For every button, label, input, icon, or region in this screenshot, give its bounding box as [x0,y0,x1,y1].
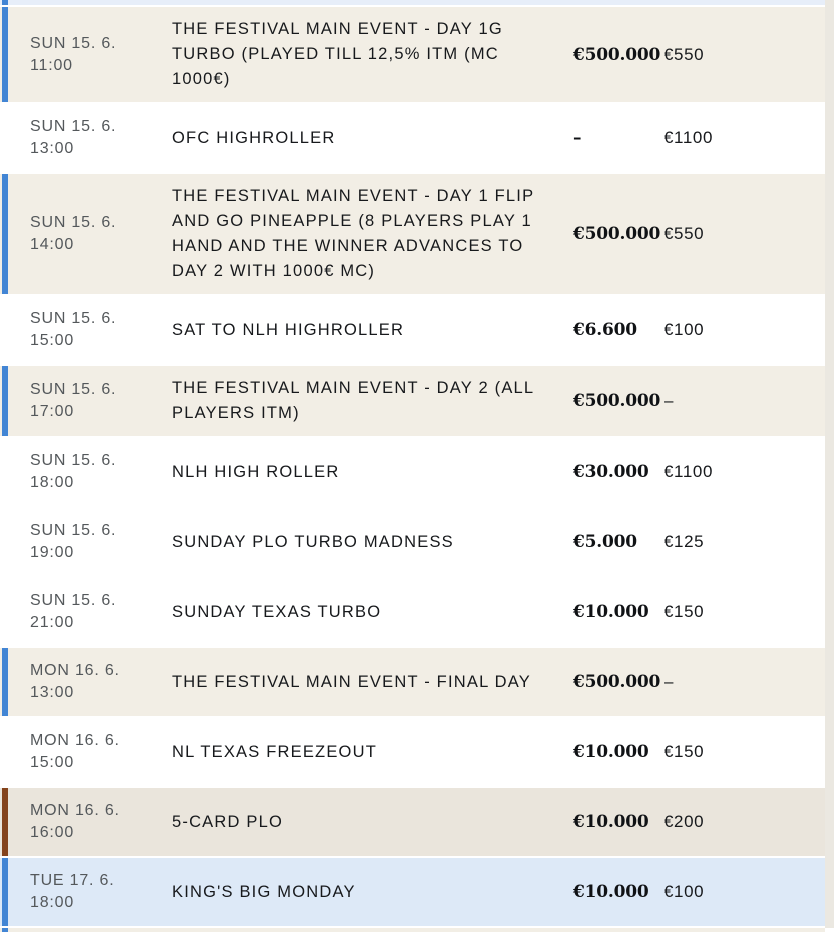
row-accent-stripe [2,858,8,926]
previous-row-edge [0,0,825,5]
event-buyin: – [664,672,675,691]
event-guarantee: €500.000 [573,44,661,65]
event-time: 18:00 [30,894,75,911]
event-guarantee: – [573,128,582,148]
event-datetime [0,730,172,774]
schedule-row[interactable] [0,718,825,786]
event-datetime [0,450,172,494]
event-buyin: €550 [664,44,705,64]
page-edge-strip [825,0,834,928]
event-buyin: – [664,391,675,410]
event-buyin: €150 [664,602,705,621]
event-time: 14:00 [30,236,75,253]
event-guarantee: €10.000 [573,602,649,622]
schedule-row[interactable] [0,648,825,716]
event-guarantee: €10.000 [573,742,649,762]
event-day: SUN 15. 6. [30,310,117,327]
event-name: THE FESTIVAL MAIN EVENT - DAY 1G TURBO (PLAYED TILL 12,5% ITM (MC 1000€) [172,20,503,88]
event-datetime [0,33,172,77]
event-datetime [0,116,172,160]
event-buyin: €150 [664,742,705,761]
event-name: OFC HIGHROLLER [172,128,336,147]
event-name: NLH HIGH ROLLER [172,462,340,481]
event-day: MON 16. 6. [30,802,120,819]
event-buyin: €100 [664,320,705,339]
event-time: 21:00 [30,614,75,631]
event-time: 13:00 [30,140,75,157]
event-datetime [0,590,172,634]
event-name: SAT TO NLH HIGHROLLER [172,320,405,339]
event-guarantee: €5.000 [573,532,637,552]
event-time: 19:00 [30,544,75,561]
schedule-row[interactable] [0,858,825,926]
event-time: 11:00 [30,56,73,74]
event-guarantee: €500.000 [573,672,661,692]
event-buyin: €1100 [664,128,714,147]
event-name: 5-CARD PLO [172,812,284,831]
event-name: THE FESTIVAL MAIN EVENT - DAY 1 FLIP AND GO PINEAPPLE (8 PLAYERS PLAY 1 HAND AND THE WINNER ADVANCES TO DAY 2 WITH 1000€ MC) [172,187,534,280]
row-accent-stripe [2,366,8,436]
next-row-edge [0,928,825,932]
schedule-row[interactable] [0,104,825,172]
event-guarantee: €10.000 [573,812,649,832]
event-day: SUN 15. 6. [30,381,117,398]
event-buyin: €1100 [664,462,714,481]
event-day: SUN 15. 6. [30,34,117,52]
event-buyin: €125 [664,532,705,551]
event-time: 18:00 [30,474,75,491]
event-name: SUNDAY TEXAS TURBO [172,602,382,621]
event-day: SUN 15. 6. [30,118,117,135]
row-accent-stripe [2,7,8,102]
event-day: MON 16. 6. [30,662,120,679]
row-accent-stripe [2,648,8,716]
event-time: 17:00 [30,403,75,420]
event-guarantee: €500.000 [573,391,661,411]
event-day: TUE 17. 6. [30,872,115,889]
schedule-row[interactable] [0,7,825,102]
event-buyin: €100 [664,882,705,901]
row-accent-stripe [2,174,8,294]
event-datetime [0,660,172,704]
event-time: 15:00 [30,332,75,349]
event-time: 16:00 [30,824,75,841]
event-day: SUN 15. 6. [30,214,117,231]
row-accent-stripe [2,788,8,856]
event-buyin: €200 [664,812,705,831]
event-guarantee: €30.000 [573,462,649,482]
event-datetime [0,520,172,564]
event-day: MON 16. 6. [30,732,120,749]
event-datetime [0,379,172,423]
schedule-row[interactable] [0,296,825,364]
event-datetime [0,308,172,352]
event-datetime [0,870,172,914]
event-day: SUN 15. 6. [30,522,117,539]
event-datetime [0,800,172,844]
event-buyin: €550 [664,224,705,243]
event-name: KING'S BIG MONDAY [172,882,356,901]
featured-stripe [2,0,8,5]
schedule-row[interactable] [0,508,825,576]
event-datetime [0,212,172,256]
schedule-row[interactable] [0,366,825,436]
schedule-row[interactable] [0,438,825,506]
event-time: 13:00 [30,684,75,701]
schedule-row[interactable] [0,788,825,856]
event-guarantee: €500.000 [573,224,661,244]
event-guarantee: €6.600 [573,320,637,340]
event-name: SUNDAY PLO TURBO MADNESS [172,532,454,551]
event-name: NL TEXAS FREEZEOUT [172,742,377,761]
event-day: SUN 15. 6. [30,452,117,469]
featured-stripe [2,928,8,932]
event-time: 15:00 [30,754,75,771]
event-day: SUN 15. 6. [30,592,117,609]
schedule-row[interactable] [0,578,825,646]
event-name: THE FESTIVAL MAIN EVENT - FINAL DAY [172,672,531,691]
event-name: THE FESTIVAL MAIN EVENT - DAY 2 (ALL PLAYERS ITM) [172,379,534,422]
schedule-row[interactable] [0,174,825,294]
event-guarantee: €10.000 [573,882,649,902]
